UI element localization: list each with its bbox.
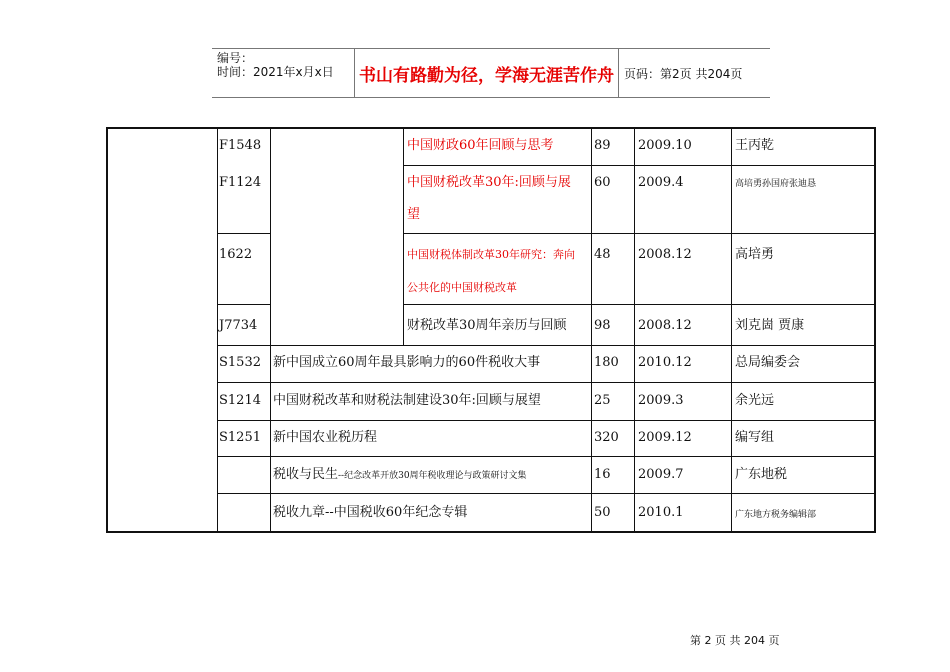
cell-code: S1251 [219,430,261,445]
cell-code: S1532 [219,355,261,370]
header-meta [217,51,334,79]
cell-title: 财税改革30周年亲历与回顾 [407,318,567,333]
cell-date: 2010.12 [638,355,692,370]
cell-date: 2008.12 [638,247,692,262]
cell-date: 2010.1 [638,505,684,520]
table-rule [731,127,732,532]
cell-code: J7734 [219,318,258,333]
cell-code: 1622 [219,247,253,262]
header-page-number: 页码：第2页 共204页 [624,66,743,81]
cell-count: 89 [594,138,611,153]
cell-author: 高培勇 [735,247,775,262]
table-rule [217,304,270,305]
cell-count: 25 [594,393,611,408]
cell-author: 编写组 [735,430,775,445]
table-rule [270,127,271,532]
cell-title-line2: 望 [407,207,421,222]
cell-author: 刘克崮 贾康 [735,318,805,333]
cell-title-line1: 中国财税体制改革30年研究：奔向 [407,248,575,261]
header-divider [618,49,619,97]
table-rule [403,165,876,166]
cell-count: 320 [594,430,619,445]
cell-title: 税收九章--中国税收60年纪念专辑 [273,505,468,520]
cell-code: S1214 [219,393,261,408]
header-motto: 书山有路勤为径，学海无涯苦作舟 [359,65,614,86]
table-rule [106,127,108,532]
page-footer: 第 2 页 共 204 页 [690,634,780,647]
cell-count: 16 [594,467,611,482]
cell-date: 2008.12 [638,318,692,333]
cell-date: 2009.3 [638,393,684,408]
cell-date: 2009.10 [638,138,692,153]
cell-count: 50 [594,505,611,520]
table-rule [591,127,592,532]
cell-title: 新中国成立60周年最具影响力的60件税收大事 [273,355,541,370]
cell-count: 48 [594,247,611,262]
cell-author: 广东地方税务编辑部 [735,510,817,520]
table-rule [217,456,876,457]
cell-title-line2: 公共化的中国财税改革 [407,281,517,294]
number-label: 编号： [217,51,254,65]
cell-title-line1: 中国财税改革30年:回顾与展 [407,175,571,190]
table-rule [217,382,876,383]
cell-title: 中国财税改革和财税法制建设30年:回顾与展望 [273,393,541,408]
cell-title-subtitle: --纪念改革开放30周年税收理论与政策研讨文集 [338,471,527,481]
table-rule [217,345,876,346]
cell-count: 180 [594,355,619,370]
cell-title-main: 税收与民生 [273,467,339,482]
cell-date: 2009.12 [638,430,692,445]
cell-author: 广东地税 [735,467,788,482]
cell-date: 2009.4 [638,175,684,190]
table-rule [403,233,876,234]
cell-title [273,465,527,486]
table-rule [217,420,876,421]
table-rule [403,127,404,345]
cell-author: 余光远 [735,393,775,408]
table-rule [403,304,876,305]
cell-title: 中国财政60年回顾与思考 [407,138,554,153]
cell-author: 王丙乾 [735,138,775,153]
page-header [212,48,770,98]
cell-author: 总局编委会 [735,355,801,370]
cell-title: 新中国农业税历程 [273,430,378,445]
cell-count: 60 [594,175,611,190]
cell-count: 98 [594,318,611,333]
table-rule [106,531,876,533]
table-rule [217,127,218,532]
cell-date: 2009.7 [638,467,684,482]
table-rule [634,127,635,532]
table-rule [217,493,876,494]
cell-author: 高培勇孙国府张迪恳 [735,179,817,189]
cell-code: F1124 [219,175,262,190]
time-label: 时间：2021年x月x日 [217,65,334,79]
table-rule [217,233,270,234]
table-rule [874,127,876,532]
cell-code: F1548 [219,138,262,153]
table-rule [106,127,876,129]
